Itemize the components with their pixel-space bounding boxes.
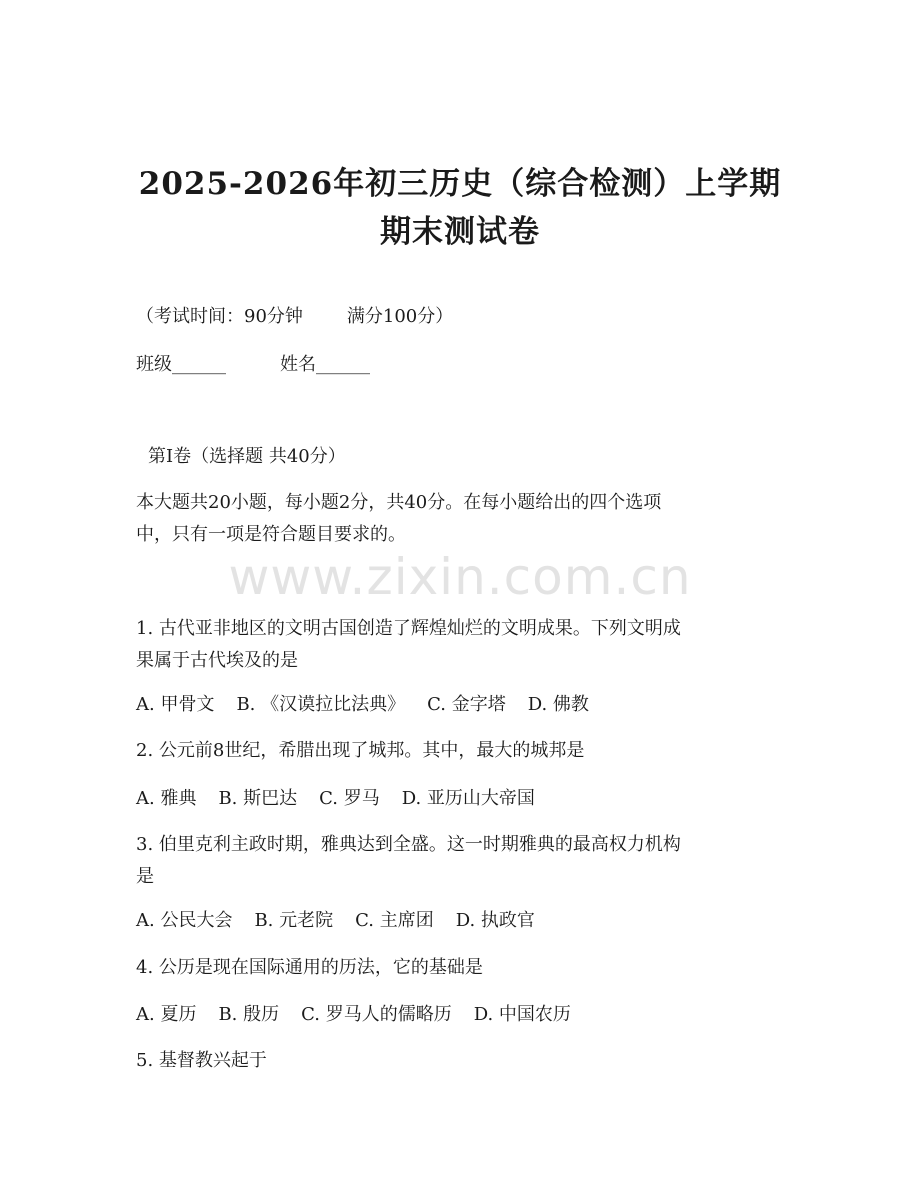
section-instructions-line-2: 中，只有一项是符合题目要求的。 [136,524,406,545]
question-1-stem-line-1: 1. 古代亚非地区的文明古国创造了辉煌灿烂的文明成果。下列文明成 [136,618,681,639]
page-title-line-1: 2025-2026年初三历史（综合检测）上学期 [138,166,782,202]
exam-score: 满分100分） [346,306,454,327]
question-2-option-b: B. 斯巴达 [218,788,298,809]
watermark-text: www.zixin.com.cn [228,548,692,606]
question-4-option-c: C. 罗马人的儒略历 [301,1004,452,1025]
exam-time: （考试时间：90分钟 [136,306,303,327]
class-field: 班级______ [136,354,226,375]
section-instructions-line-1: 本大题共20小题，每小题2分，共40分。在每小题给出的四个选项 [136,492,662,513]
question-3-stem-line-2: 是 [136,866,154,887]
question-2-option-c: C. 罗马 [319,788,380,809]
question-4-stem: 4. 公历是现在国际通用的历法，它的基础是 [136,957,483,978]
question-4-option-a: A. 夏历 [136,1004,197,1025]
name-field: 姓名______ [280,354,370,375]
page-title-line-2: 期末测试卷 [380,214,540,250]
question-1-options [136,690,589,716]
exam-info [136,302,453,328]
question-1-stem-line-2: 果属于古代埃及的是 [136,650,298,671]
question-3-options [136,906,535,932]
question-3-option-b: B. 元老院 [254,910,334,931]
question-2-stem: 2. 公元前8世纪，希腊出现了城邦。其中，最大的城邦是 [136,740,585,761]
question-4-option-d: D. 中国农历 [473,1004,571,1025]
question-1-option-d: D. 佛教 [527,694,589,715]
question-5-stem: 5. 基督教兴起于 [136,1050,267,1071]
question-3-stem-line-1: 3. 伯里克利主政时期，雅典达到全盛。这一时期雅典的最高权力机构 [136,834,681,855]
question-3-option-a: A. 公民大会 [136,910,233,931]
question-2-options [136,784,535,810]
student-fields [136,350,370,376]
question-4-option-b: B. 殷历 [218,1004,280,1025]
question-2-option-d: D. 亚历山大帝国 [401,788,535,809]
question-4-options [136,1000,571,1026]
question-1-option-c: C. 金字塔 [427,694,506,715]
question-3-option-d: D. 执政官 [455,910,535,931]
question-3-option-c: C. 主席团 [355,910,434,931]
question-1-option-a: A. 甲骨文 [136,694,215,715]
question-2-option-a: A. 雅典 [136,788,197,809]
section-heading: 第Ⅰ卷（选择题 共40分） [148,446,346,467]
question-1-option-b: B. 《汉谟拉比法典》 [236,694,406,715]
